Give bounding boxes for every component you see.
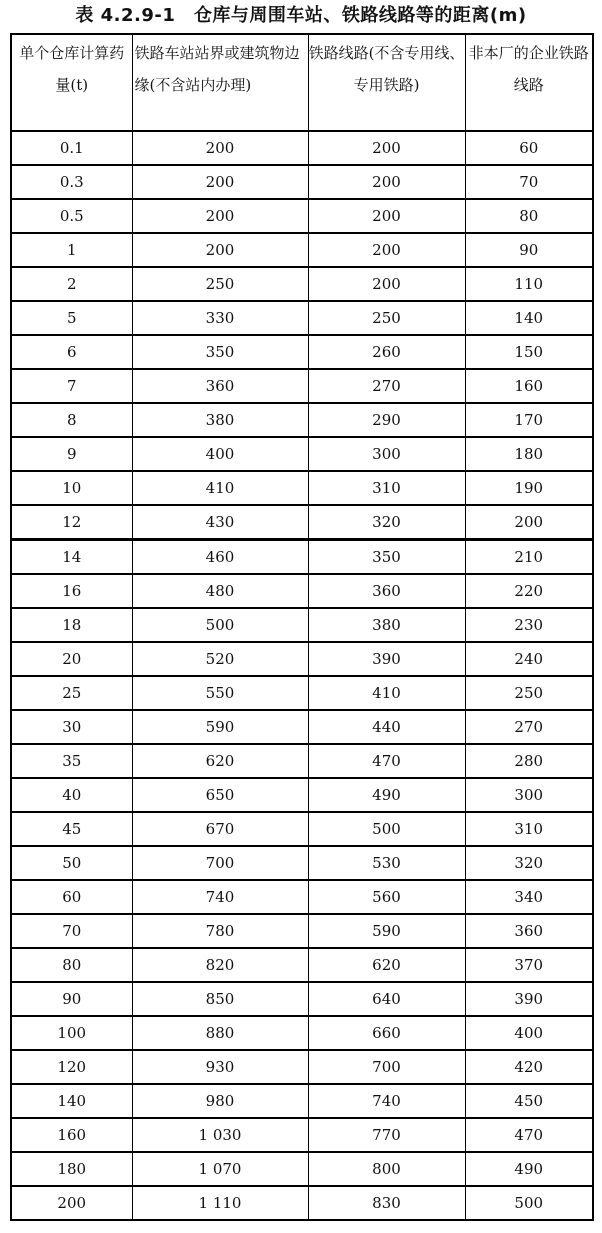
table-body bbox=[11, 131, 593, 1220]
cell-station-boundary: 250 bbox=[132, 267, 308, 301]
header-quantity: 单个仓库计算药量(t) bbox=[11, 34, 132, 131]
table-row bbox=[11, 1016, 593, 1050]
cell-railway-line: 440 bbox=[308, 710, 465, 744]
cell-station-boundary: 500 bbox=[132, 608, 308, 642]
table-row bbox=[11, 540, 593, 575]
cell-station-boundary: 330 bbox=[132, 301, 308, 335]
cell-quantity: 70 bbox=[11, 914, 132, 948]
cell-station-boundary: 1 110 bbox=[132, 1186, 308, 1220]
cell-station-boundary: 480 bbox=[132, 574, 308, 608]
cell-station-boundary: 820 bbox=[132, 948, 308, 982]
table-row bbox=[11, 267, 593, 301]
cell-enterprise-railway: 390 bbox=[465, 982, 593, 1016]
cell-quantity: 0.5 bbox=[11, 199, 132, 233]
cell-station-boundary: 670 bbox=[132, 812, 308, 846]
table-row bbox=[11, 812, 593, 846]
cell-station-boundary: 400 bbox=[132, 437, 308, 471]
cell-railway-line: 490 bbox=[308, 778, 465, 812]
cell-quantity: 12 bbox=[11, 505, 132, 540]
cell-enterprise-railway: 170 bbox=[465, 403, 593, 437]
cell-railway-line: 200 bbox=[308, 233, 465, 267]
cell-quantity: 30 bbox=[11, 710, 132, 744]
cell-station-boundary: 930 bbox=[132, 1050, 308, 1084]
table-row bbox=[11, 744, 593, 778]
cell-enterprise-railway: 90 bbox=[465, 233, 593, 267]
cell-quantity: 0.3 bbox=[11, 165, 132, 199]
table-row bbox=[11, 1050, 593, 1084]
table-row bbox=[11, 471, 593, 505]
cell-quantity: 60 bbox=[11, 880, 132, 914]
cell-enterprise-railway: 420 bbox=[465, 1050, 593, 1084]
cell-railway-line: 620 bbox=[308, 948, 465, 982]
header-row bbox=[11, 34, 593, 131]
table-row bbox=[11, 846, 593, 880]
cell-quantity: 2 bbox=[11, 267, 132, 301]
cell-railway-line: 270 bbox=[308, 369, 465, 403]
cell-enterprise-railway: 470 bbox=[465, 1118, 593, 1152]
cell-railway-line: 640 bbox=[308, 982, 465, 1016]
table-row bbox=[11, 1084, 593, 1118]
cell-enterprise-railway: 110 bbox=[465, 267, 593, 301]
cell-railway-line: 200 bbox=[308, 199, 465, 233]
cell-quantity: 14 bbox=[11, 540, 132, 575]
cell-quantity: 140 bbox=[11, 1084, 132, 1118]
cell-railway-line: 390 bbox=[308, 642, 465, 676]
cell-enterprise-railway: 230 bbox=[465, 608, 593, 642]
cell-quantity: 18 bbox=[11, 608, 132, 642]
cell-station-boundary: 1 070 bbox=[132, 1152, 308, 1186]
header-station-boundary: 铁路车站站界或建筑物边缘(不含站内办理) bbox=[132, 34, 308, 131]
table-row bbox=[11, 608, 593, 642]
table-row bbox=[11, 301, 593, 335]
table-row bbox=[11, 199, 593, 233]
cell-quantity: 45 bbox=[11, 812, 132, 846]
cell-railway-line: 800 bbox=[308, 1152, 465, 1186]
cell-station-boundary: 520 bbox=[132, 642, 308, 676]
header-railway-line: 铁路线路(不含专用线、专用铁路) bbox=[308, 34, 465, 131]
cell-quantity: 6 bbox=[11, 335, 132, 369]
table-row bbox=[11, 233, 593, 267]
cell-quantity: 100 bbox=[11, 1016, 132, 1050]
cell-enterprise-railway: 250 bbox=[465, 676, 593, 710]
cell-station-boundary: 980 bbox=[132, 1084, 308, 1118]
table-row bbox=[11, 1186, 593, 1220]
cell-railway-line: 250 bbox=[308, 301, 465, 335]
cell-enterprise-railway: 60 bbox=[465, 131, 593, 165]
cell-railway-line: 770 bbox=[308, 1118, 465, 1152]
table-row bbox=[11, 131, 593, 165]
cell-railway-line: 700 bbox=[308, 1050, 465, 1084]
cell-station-boundary: 550 bbox=[132, 676, 308, 710]
cell-enterprise-railway: 400 bbox=[465, 1016, 593, 1050]
cell-station-boundary: 460 bbox=[132, 540, 308, 575]
cell-station-boundary: 380 bbox=[132, 403, 308, 437]
cell-enterprise-railway: 180 bbox=[465, 437, 593, 471]
cell-station-boundary: 200 bbox=[132, 165, 308, 199]
cell-enterprise-railway: 360 bbox=[465, 914, 593, 948]
cell-station-boundary: 740 bbox=[132, 880, 308, 914]
table-row bbox=[11, 437, 593, 471]
cell-quantity: 1 bbox=[11, 233, 132, 267]
cell-enterprise-railway: 340 bbox=[465, 880, 593, 914]
cell-station-boundary: 360 bbox=[132, 369, 308, 403]
cell-quantity: 35 bbox=[11, 744, 132, 778]
cell-railway-line: 350 bbox=[308, 540, 465, 575]
cell-enterprise-railway: 190 bbox=[465, 471, 593, 505]
table-row bbox=[11, 710, 593, 744]
table-row bbox=[11, 880, 593, 914]
table-row bbox=[11, 778, 593, 812]
cell-railway-line: 260 bbox=[308, 335, 465, 369]
cell-station-boundary: 880 bbox=[132, 1016, 308, 1050]
cell-enterprise-railway: 80 bbox=[465, 199, 593, 233]
distance-table bbox=[10, 33, 594, 1221]
cell-station-boundary: 620 bbox=[132, 744, 308, 778]
cell-railway-line: 320 bbox=[308, 505, 465, 540]
cell-railway-line: 290 bbox=[308, 403, 465, 437]
cell-quantity: 120 bbox=[11, 1050, 132, 1084]
cell-quantity: 25 bbox=[11, 676, 132, 710]
cell-station-boundary: 200 bbox=[132, 131, 308, 165]
cell-railway-line: 200 bbox=[308, 131, 465, 165]
cell-railway-line: 300 bbox=[308, 437, 465, 471]
cell-railway-line: 410 bbox=[308, 676, 465, 710]
table-row bbox=[11, 948, 593, 982]
cell-quantity: 10 bbox=[11, 471, 132, 505]
cell-railway-line: 360 bbox=[308, 574, 465, 608]
cell-enterprise-railway: 370 bbox=[465, 948, 593, 982]
cell-enterprise-railway: 220 bbox=[465, 574, 593, 608]
table-row bbox=[11, 335, 593, 369]
cell-quantity: 0.1 bbox=[11, 131, 132, 165]
header-enterprise-railway: 非本厂的企业铁路线路 bbox=[465, 34, 593, 131]
cell-quantity: 90 bbox=[11, 982, 132, 1016]
cell-railway-line: 560 bbox=[308, 880, 465, 914]
table-row bbox=[11, 165, 593, 199]
cell-enterprise-railway: 500 bbox=[465, 1186, 593, 1220]
cell-quantity: 50 bbox=[11, 846, 132, 880]
cell-quantity: 180 bbox=[11, 1152, 132, 1186]
cell-enterprise-railway: 490 bbox=[465, 1152, 593, 1186]
cell-railway-line: 590 bbox=[308, 914, 465, 948]
cell-enterprise-railway: 140 bbox=[465, 301, 593, 335]
table-row bbox=[11, 505, 593, 540]
cell-station-boundary: 350 bbox=[132, 335, 308, 369]
cell-enterprise-railway: 200 bbox=[465, 505, 593, 540]
cell-quantity: 8 bbox=[11, 403, 132, 437]
cell-railway-line: 200 bbox=[308, 165, 465, 199]
cell-enterprise-railway: 70 bbox=[465, 165, 593, 199]
cell-enterprise-railway: 270 bbox=[465, 710, 593, 744]
table-title: 表 4.2.9-1 仓库与周围车站、铁路线路等的距离(m) bbox=[75, 5, 527, 26]
table-row bbox=[11, 1152, 593, 1186]
cell-enterprise-railway: 450 bbox=[465, 1084, 593, 1118]
cell-railway-line: 200 bbox=[308, 267, 465, 301]
cell-station-boundary: 590 bbox=[132, 710, 308, 744]
cell-railway-line: 470 bbox=[308, 744, 465, 778]
cell-quantity: 20 bbox=[11, 642, 132, 676]
cell-station-boundary: 410 bbox=[132, 471, 308, 505]
cell-quantity: 5 bbox=[11, 301, 132, 335]
cell-railway-line: 380 bbox=[308, 608, 465, 642]
table-row bbox=[11, 1118, 593, 1152]
cell-station-boundary: 430 bbox=[132, 505, 308, 540]
cell-station-boundary: 650 bbox=[132, 778, 308, 812]
cell-station-boundary: 850 bbox=[132, 982, 308, 1016]
cell-enterprise-railway: 320 bbox=[465, 846, 593, 880]
cell-quantity: 7 bbox=[11, 369, 132, 403]
table-row bbox=[11, 914, 593, 948]
cell-station-boundary: 1 030 bbox=[132, 1118, 308, 1152]
cell-railway-line: 310 bbox=[308, 471, 465, 505]
cell-enterprise-railway: 160 bbox=[465, 369, 593, 403]
table-row bbox=[11, 369, 593, 403]
cell-quantity: 40 bbox=[11, 778, 132, 812]
cell-station-boundary: 700 bbox=[132, 846, 308, 880]
table-row bbox=[11, 676, 593, 710]
cell-railway-line: 740 bbox=[308, 1084, 465, 1118]
cell-enterprise-railway: 310 bbox=[465, 812, 593, 846]
cell-quantity: 16 bbox=[11, 574, 132, 608]
cell-quantity: 9 bbox=[11, 437, 132, 471]
cell-enterprise-railway: 150 bbox=[465, 335, 593, 369]
cell-railway-line: 660 bbox=[308, 1016, 465, 1050]
cell-enterprise-railway: 240 bbox=[465, 642, 593, 676]
cell-station-boundary: 780 bbox=[132, 914, 308, 948]
table-row bbox=[11, 403, 593, 437]
cell-quantity: 160 bbox=[11, 1118, 132, 1152]
cell-quantity: 200 bbox=[11, 1186, 132, 1220]
table-row bbox=[11, 642, 593, 676]
cell-railway-line: 530 bbox=[308, 846, 465, 880]
table-row bbox=[11, 982, 593, 1016]
cell-station-boundary: 200 bbox=[132, 199, 308, 233]
cell-quantity: 80 bbox=[11, 948, 132, 982]
cell-enterprise-railway: 300 bbox=[465, 778, 593, 812]
cell-station-boundary: 200 bbox=[132, 233, 308, 267]
cell-enterprise-railway: 280 bbox=[465, 744, 593, 778]
cell-railway-line: 830 bbox=[308, 1186, 465, 1220]
table-row bbox=[11, 574, 593, 608]
cell-railway-line: 500 bbox=[308, 812, 465, 846]
cell-enterprise-railway: 210 bbox=[465, 540, 593, 575]
